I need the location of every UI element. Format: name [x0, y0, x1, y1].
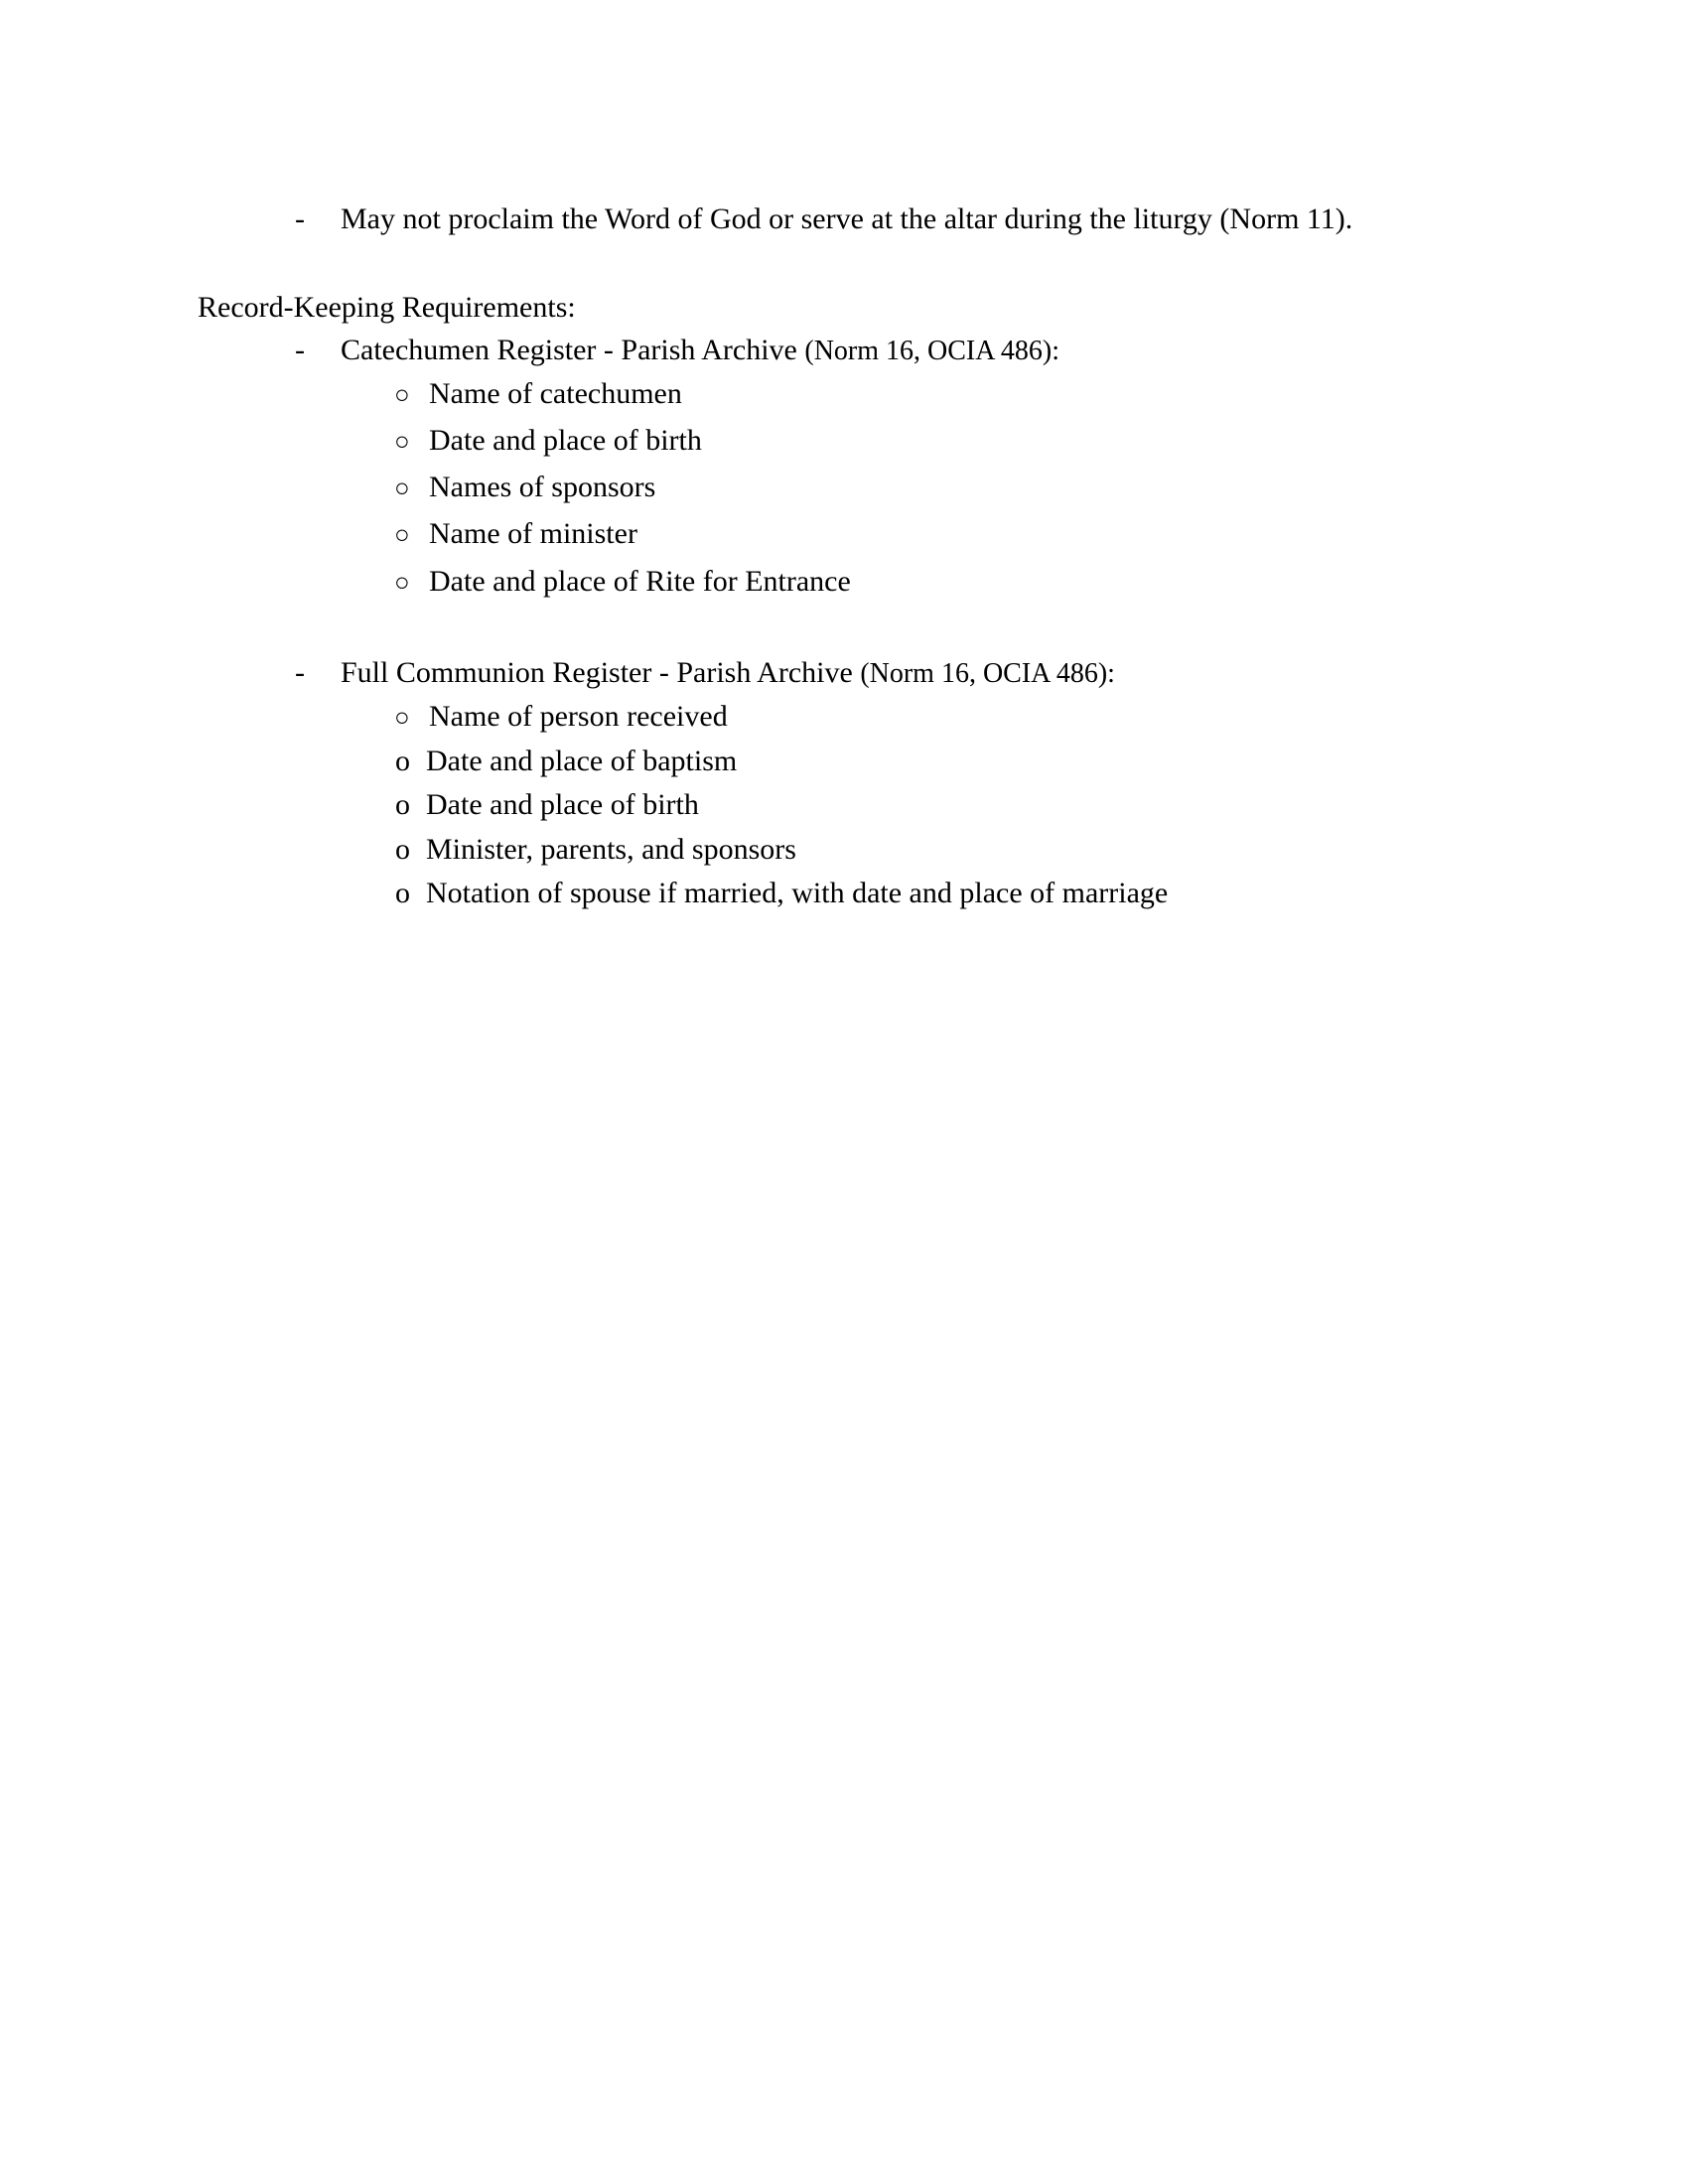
- catechumen-register-heading: [341, 336, 1059, 365]
- section-heading: Record-Keeping Requirements:: [198, 291, 576, 324]
- letter-o-bullet: o: [395, 788, 410, 821]
- letter-o-bullet: o: [395, 745, 410, 777]
- hollow-bullet: ○: [394, 520, 410, 549]
- list-item: Name of catechumen: [429, 377, 682, 410]
- catechumen-register-title: Catechumen Register - Parish Archive: [341, 334, 797, 366]
- list-item: Name of person received: [429, 700, 728, 733]
- hollow-bullet: ○: [394, 703, 410, 732]
- top-item-text: May not proclaim the Word of God or serve at the altar during the liturgy (Norm 11).: [341, 203, 1353, 235]
- full-communion-register-heading: [341, 658, 1115, 688]
- letter-o-bullet: o: [395, 877, 410, 909]
- dash-marker: -: [295, 203, 305, 235]
- dash-marker: -: [295, 334, 305, 366]
- full-communion-register-citation: (Norm 16, OCIA 486):: [860, 658, 1115, 689]
- list-item: Date and place of birth: [429, 424, 702, 457]
- full-communion-register-title: Full Communion Register - Parish Archive: [341, 656, 853, 689]
- catechumen-register-citation: (Norm 16, OCIA 486):: [804, 336, 1060, 366]
- list-item: Date and place of baptism: [426, 745, 738, 777]
- hollow-bullet: ○: [394, 474, 410, 502]
- list-item: Date and place of birth: [426, 788, 699, 821]
- hollow-bullet: ○: [394, 380, 410, 409]
- list-item: Name of minister: [429, 517, 637, 550]
- list-item: Date and place of Rite for Entrance: [429, 565, 851, 598]
- letter-o-bullet: o: [395, 833, 410, 866]
- list-item: Names of sponsors: [429, 471, 656, 503]
- hollow-bullet: ○: [394, 427, 410, 456]
- list-item: Notation of spouse if married, with date and place of marriage: [426, 877, 1169, 909]
- dash-marker: -: [295, 656, 305, 689]
- hollow-bullet: ○: [394, 568, 410, 597]
- list-item: Minister, parents, and sponsors: [426, 833, 796, 866]
